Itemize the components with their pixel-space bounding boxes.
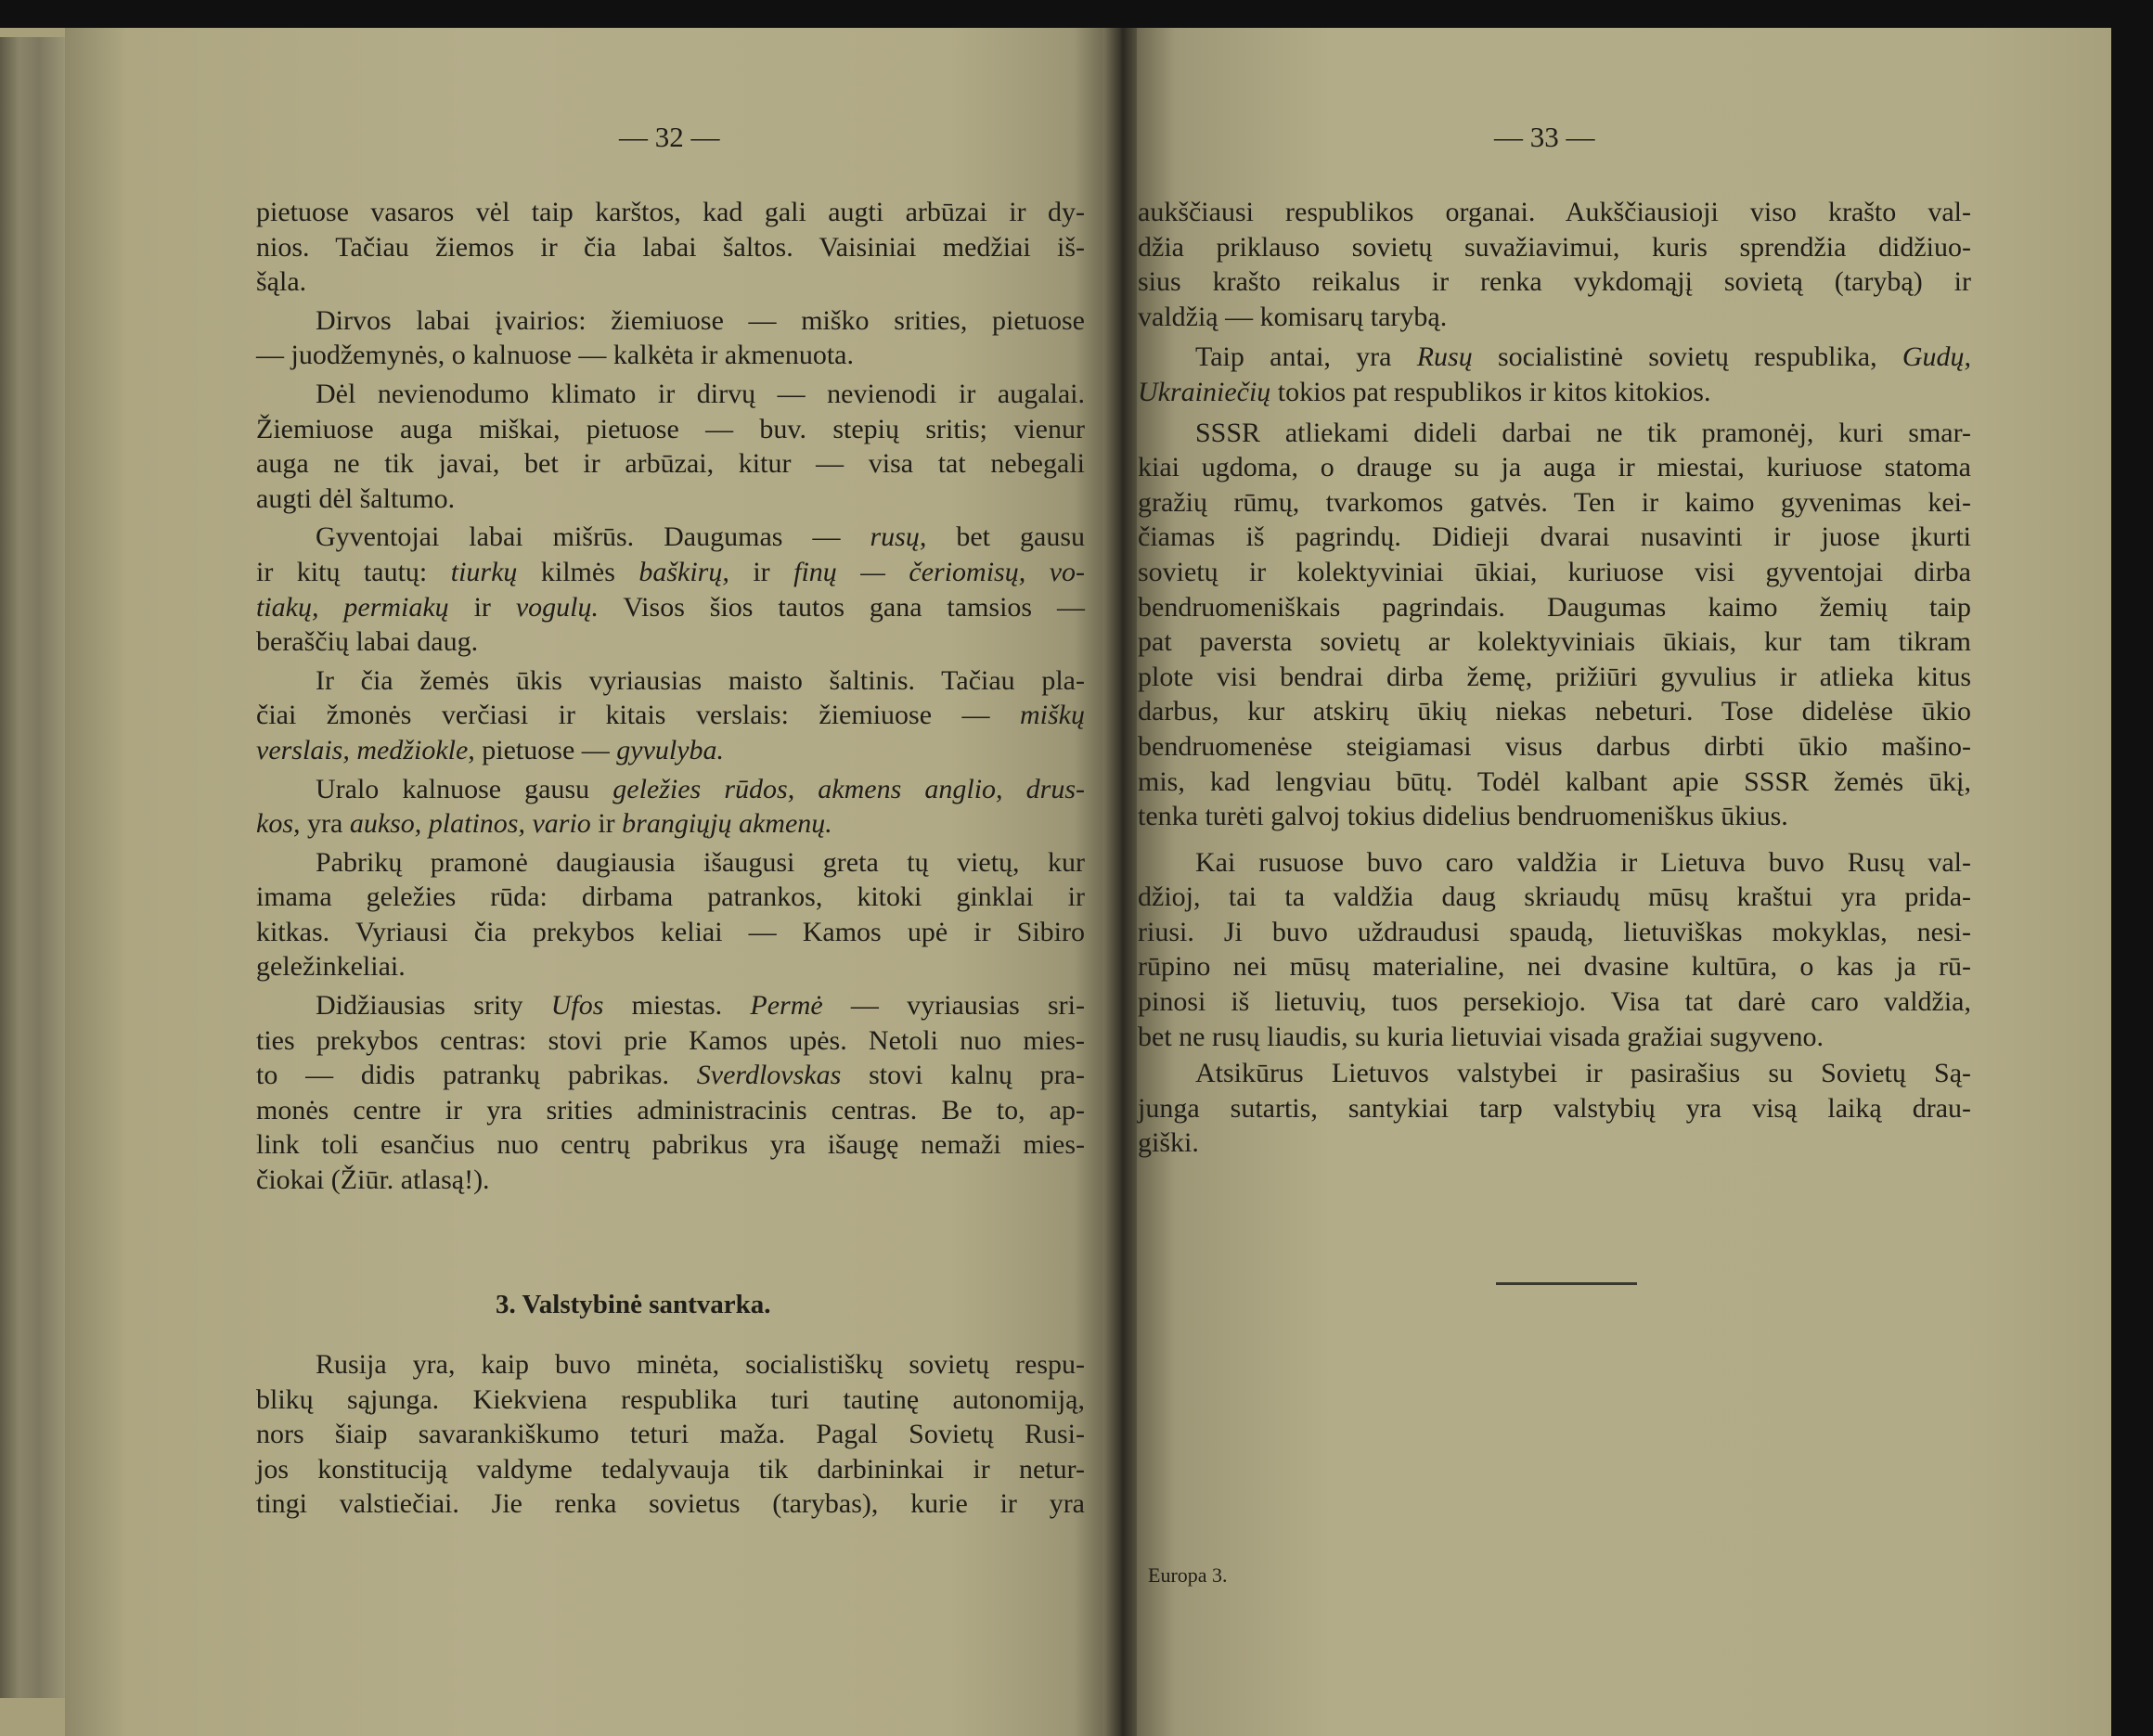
right-page-text — [1138, 195, 1971, 1161]
text-line: plote visi bendrai dirba žemę, prižiūri gyvulius ir atlieka kitus — [1138, 661, 1971, 692]
right-page-number: — 33 — — [1494, 121, 1595, 153]
text-line: ir kitų tautų: tiurkų kilmės baškirų, ir finų — čeriomisų, vo- — [256, 556, 1086, 587]
left-page-number: — 32 — — [619, 121, 720, 153]
text-line: to — didis patrankų pabrikas. Sverdlovskas stovi kalnų pra- — [256, 1060, 1085, 1091]
text-line: Dirvos labai įvairios: žiemiuose — miško srities, pietuose — [316, 304, 1085, 336]
text-line: sius krašto reikalus ir renka vykdomąjį sovietą (tarybą) ir — [1138, 266, 1971, 298]
left-page-text — [256, 195, 1085, 1198]
text-line: bendruomeniškais pagrindais. Daugumas kaimo žemių taip — [1138, 591, 1971, 623]
text-line: nors šiaip savarankiškumo teturi maža. Pagal Sovietų Rusi- — [256, 1419, 1085, 1450]
text-line: gražių rūmų, tvarkomos gatvės. Ten ir kaimo gyvenimas kei- — [1138, 486, 1971, 518]
text-line: Taip antai, yra Rusų socialistinė sovietų respublika, Gudų, — [1195, 341, 1971, 373]
text-line: sovietų ir kolektyviniai ūkiai, kuriuose visi gyventojai dirba — [1138, 556, 1971, 587]
text-line: pat paversta sovietų ar kolektyviniais ūkiais, kur tam tikram — [1138, 626, 1971, 658]
text-line: mis, kad lengviau būtų. Todėl kalbant apie SSSR žemės ūkį, — [1138, 765, 1971, 797]
text-line: čiamas iš pagrindų. Didieji dvarai nusavinti ir juose įkurti — [1138, 521, 1971, 553]
text-line: Dėl nevienodumo klimato ir dirvų — nevienodi ir augalai. — [316, 378, 1085, 409]
text-line: junga sutartis, santykiai tarp valstybių yra visą laiką drau- — [1138, 1092, 1971, 1124]
text-line: SSSR atliekami dideli darbai ne tik pramonėj, kuri smar- — [1195, 417, 1971, 448]
text-line: Ir čia žemės ūkis vyriausias maisto šaltinis. Tačiau pla- — [316, 664, 1085, 696]
text-line: kiai ugdoma, o drauge su ja auga ir miestai, kuriuose statoma — [1138, 452, 1971, 483]
text-line: Atsikūrus Lietuvos valstybei ir pasirašius su Sovietų Są- — [1195, 1058, 1971, 1089]
text-line: Didžiausias srity Ufos miestas. Permė — vyriausias sri- — [316, 990, 1085, 1022]
signature-mark: Europa 3. — [1148, 1563, 1228, 1587]
text-line: kitkas. Vyriausi čia prekybos keliai — Kamos upė ir Sibiro — [256, 916, 1085, 947]
text-line: — juodžemynės, o kalnuose — kalkėta ir akmenuota. — [256, 340, 854, 371]
text-line: kos, yra aukso, platinos, vario ir brangiųjų akmenų. — [256, 808, 832, 840]
book-page-edges — [0, 37, 65, 1698]
end-rule — [1496, 1282, 1637, 1285]
text-line: Kai rusuose buvo caro valdžia ir Lietuva buvo Rusų val- — [1195, 846, 1971, 878]
text-line: pinosi iš lietuvių, tuos persekiojo. Visa tat darė caro valdžia, — [1138, 986, 1971, 1018]
text-line: blikų sąjunga. Kiekviena respublika turi tautinę autonomiją, — [256, 1383, 1085, 1415]
text-line: giški. — [1138, 1127, 1199, 1159]
text-line: darbus, kur atskirų ūkių niekas nebeturi. Tose didelėse ūkio — [1138, 696, 1971, 727]
text-line: link toli esančius nuo centrų pabrikus yra išaugę nemaži mies- — [256, 1129, 1085, 1161]
text-line: nios. Tačiau žiemos ir čia labai šaltos. Vaisiniai medžiai iš- — [256, 231, 1085, 263]
text-line: Pabrikų pramonė daugiausia išaugusi greta tų vietų, kur — [316, 846, 1085, 878]
text-line: tiakų, permiakų ir vogulų. Visos šios tautos gana tamsios — — [256, 591, 1085, 623]
text-line: monės centre ir yra srities administracinis centras. Be to, ap- — [256, 1094, 1085, 1125]
text-line: džioj, tai ta valdžia daug skriaudų mūsų kraštui yra prida- — [1138, 881, 1971, 913]
text-line: auga ne tik javai, bet ir arbūzai, kitur — visa tat nebegali — [256, 448, 1085, 480]
text-line: Gyventojai labai mišrūs. Daugumas — rusų, bet gausu — [316, 521, 1086, 553]
text-line: čiokai (Žiūr. atlasą!). — [256, 1164, 490, 1196]
text-line: šąla. — [256, 266, 307, 298]
text-line: aukščiausi respublikos organai. Aukščiausioji viso krašto val- — [1138, 197, 1971, 227]
text-line: Žiemiuose auga miškai, pietuose — buv. stepių sritis; vienur — [256, 413, 1085, 444]
text-line: rūpino nei mūsų materialine, nei dvasine kultūra, o kas ja rū- — [1138, 951, 1971, 983]
text-line: tenka turėti galvoj tokius didelius bendruomeniškus ūkius. — [1138, 801, 1788, 832]
text-line: čiai žmonės verčiasi ir kitais verslais: žiemiuose — miškų — [256, 700, 1085, 731]
text-line: Rusija yra, kaip buvo minėta, socialistiškų sovietų respu- — [316, 1349, 1085, 1380]
text-line: bet ne rusų liaudis, su kuria lietuviai visada gražiai sugyveno. — [1138, 1021, 1824, 1052]
text-line: valdžią — komisarų tarybą. — [1138, 301, 1448, 332]
text-line: beraščių labai daug. — [256, 626, 479, 658]
text-line: džia priklauso sovietų suvažiavimui, kuris sprendžia didžiuo- — [1138, 231, 1971, 263]
text-line: jos konstituciją valdyme tedalyvauja tik darbininkai ir netur- — [256, 1453, 1085, 1485]
text-line: verslais, medžiokle, pietuose — gyvulyba. — [256, 734, 725, 765]
text-line: Uralo kalnuose gausu geležies rūdos, akmens anglio, drus- — [316, 773, 1085, 804]
text-line: tingi valstiečiai. Jie renka sovietus (tarybas), kurie ir yra — [256, 1488, 1085, 1520]
book-gutter — [1102, 28, 1140, 1736]
text-line: riusi. Ji buvo uždraudusi spaudą, lietuviškas mokyklas, nesi- — [1138, 916, 1971, 947]
section-heading: 3. Valstybinė santvarka. — [496, 1290, 771, 1319]
text-line: bendruomenėse steigiamasi visus darbus dirbti ūkio mašino- — [1138, 730, 1971, 762]
text-line: ties prekybos centras: stovi prie Kamos upės. Netoli nuo mies- — [256, 1024, 1085, 1056]
text-line: pietuose vasaros vėl taip karštos, kad gali augti arbūzai ir dy- — [256, 197, 1085, 227]
text-line: Ukrainiečių tokios pat respublikos ir kitos kitokios. — [1138, 376, 1711, 407]
left-page-text-continued — [256, 1347, 1085, 1522]
text-line: geležinkeliai. — [256, 951, 406, 983]
text-line: augti dėl šaltumo. — [256, 482, 456, 514]
text-line: imama geležies rūda: dirbama patrankos, kitoki ginklai ir — [256, 881, 1085, 913]
